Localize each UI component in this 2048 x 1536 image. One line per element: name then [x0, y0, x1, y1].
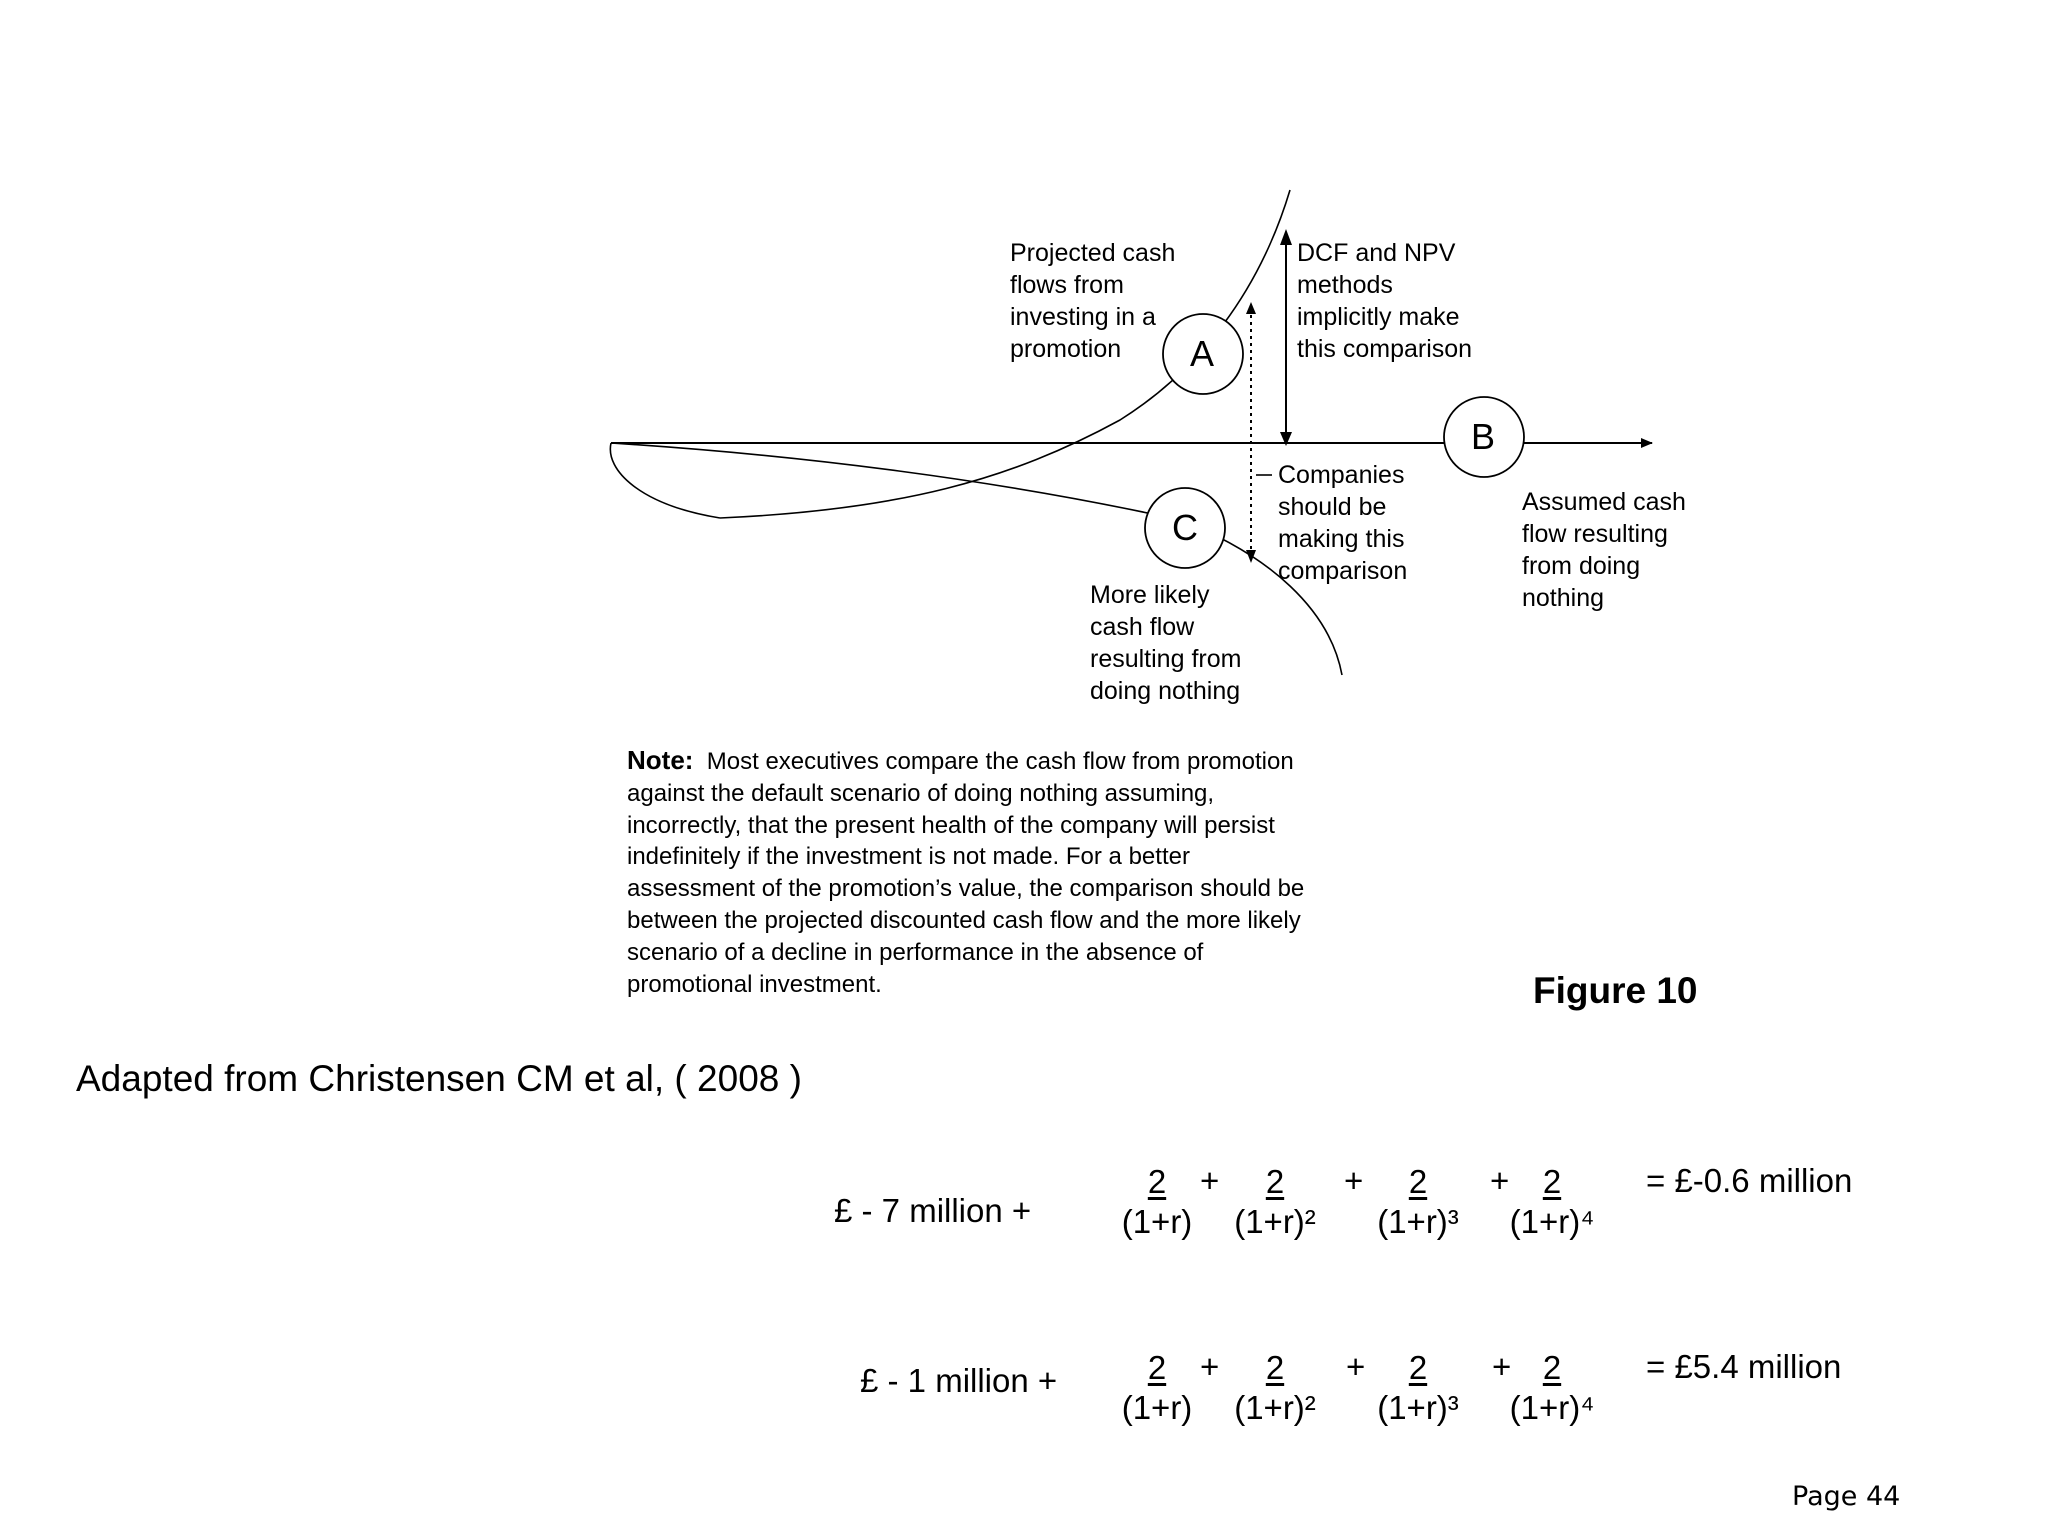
equation-1-result: = £-0.6 million — [1646, 1162, 1853, 1199]
curve-initial-dip — [610, 443, 720, 518]
equation-2-result: = £5.4 million — [1646, 1348, 1842, 1385]
note-text: Most executives compare the cash flow from promotion against the default scenario of doing nothing assuming, incorrectly, that the present health of the company will persist indefinitely if the investment is not made. For a better assessment of the promotion’s value, the comparison should be between the projected discounted cash flow and the more likely scenario of a decline in performance in the absence of promotional investment. — [627, 748, 1305, 998]
equation-2-plus-2: + — [1346, 1348, 1366, 1385]
equation-2-plus-1: + — [1200, 1348, 1220, 1385]
note-heading: Note: — [627, 745, 694, 775]
equation-1-term-3: $\frac{2}{\text{(1+r)³}}$ — [1377, 1163, 1459, 1240]
equation-2-term-4: $\frac{2}{\text{(1+r)⁴}}$ — [1509, 1349, 1595, 1426]
equation-1-lead: £ - 7 million + — [834, 1192, 1032, 1229]
figure-label: Figure 10 — [1533, 970, 1698, 1011]
assumed-cash-label: Assumed cash flow resulting from doing nothing — [1522, 488, 1686, 612]
companies-should-label: Companies should be making this comparison — [1278, 461, 1408, 585]
equation-2-term-3: $\frac{2}{\text{(1+r)³}}$ — [1377, 1349, 1459, 1426]
note-paragraph — [627, 745, 1307, 1000]
equation-1-term-4: $\frac{2}{\text{(1+r)⁴}}$ — [1509, 1163, 1595, 1240]
equation-1-plus-1: + — [1200, 1162, 1220, 1199]
equation-2-term-1: $\frac{2}{(1+r)}$ — [1121, 1349, 1193, 1426]
equation-1-term-1: $\frac{2}{(1+r)}$ — [1121, 1163, 1193, 1240]
equation-2-plus-3: + — [1492, 1348, 1512, 1385]
more-likely-label: More likely cash flow resulting from doing nothing — [1090, 581, 1242, 705]
source-citation: Adapted from Christensen CM et al, ( 2008 ) — [76, 1058, 802, 1099]
equation-2-lead: £ - 1 million + — [860, 1362, 1058, 1399]
equation-1-plus-2: + — [1344, 1162, 1364, 1199]
dcf-npv-label: DCF and NPV methods implicitly make this comparison — [1297, 239, 1473, 363]
page-number: Page 44 — [1792, 1481, 1901, 1512]
point-a-label: A — [1190, 333, 1215, 374]
point-c-label: C — [1172, 507, 1198, 548]
point-b-label: B — [1471, 416, 1496, 457]
equation-1-plus-3: + — [1490, 1162, 1510, 1199]
equation-1-term-2: $\frac{2}{\text{(1+r)²}}$ — [1234, 1163, 1316, 1240]
projected-cash-label: Projected cash flows from investing in a promotion — [1010, 239, 1176, 363]
equation-2-term-2: $\frac{2}{\text{(1+r)²}}$ — [1234, 1349, 1316, 1426]
